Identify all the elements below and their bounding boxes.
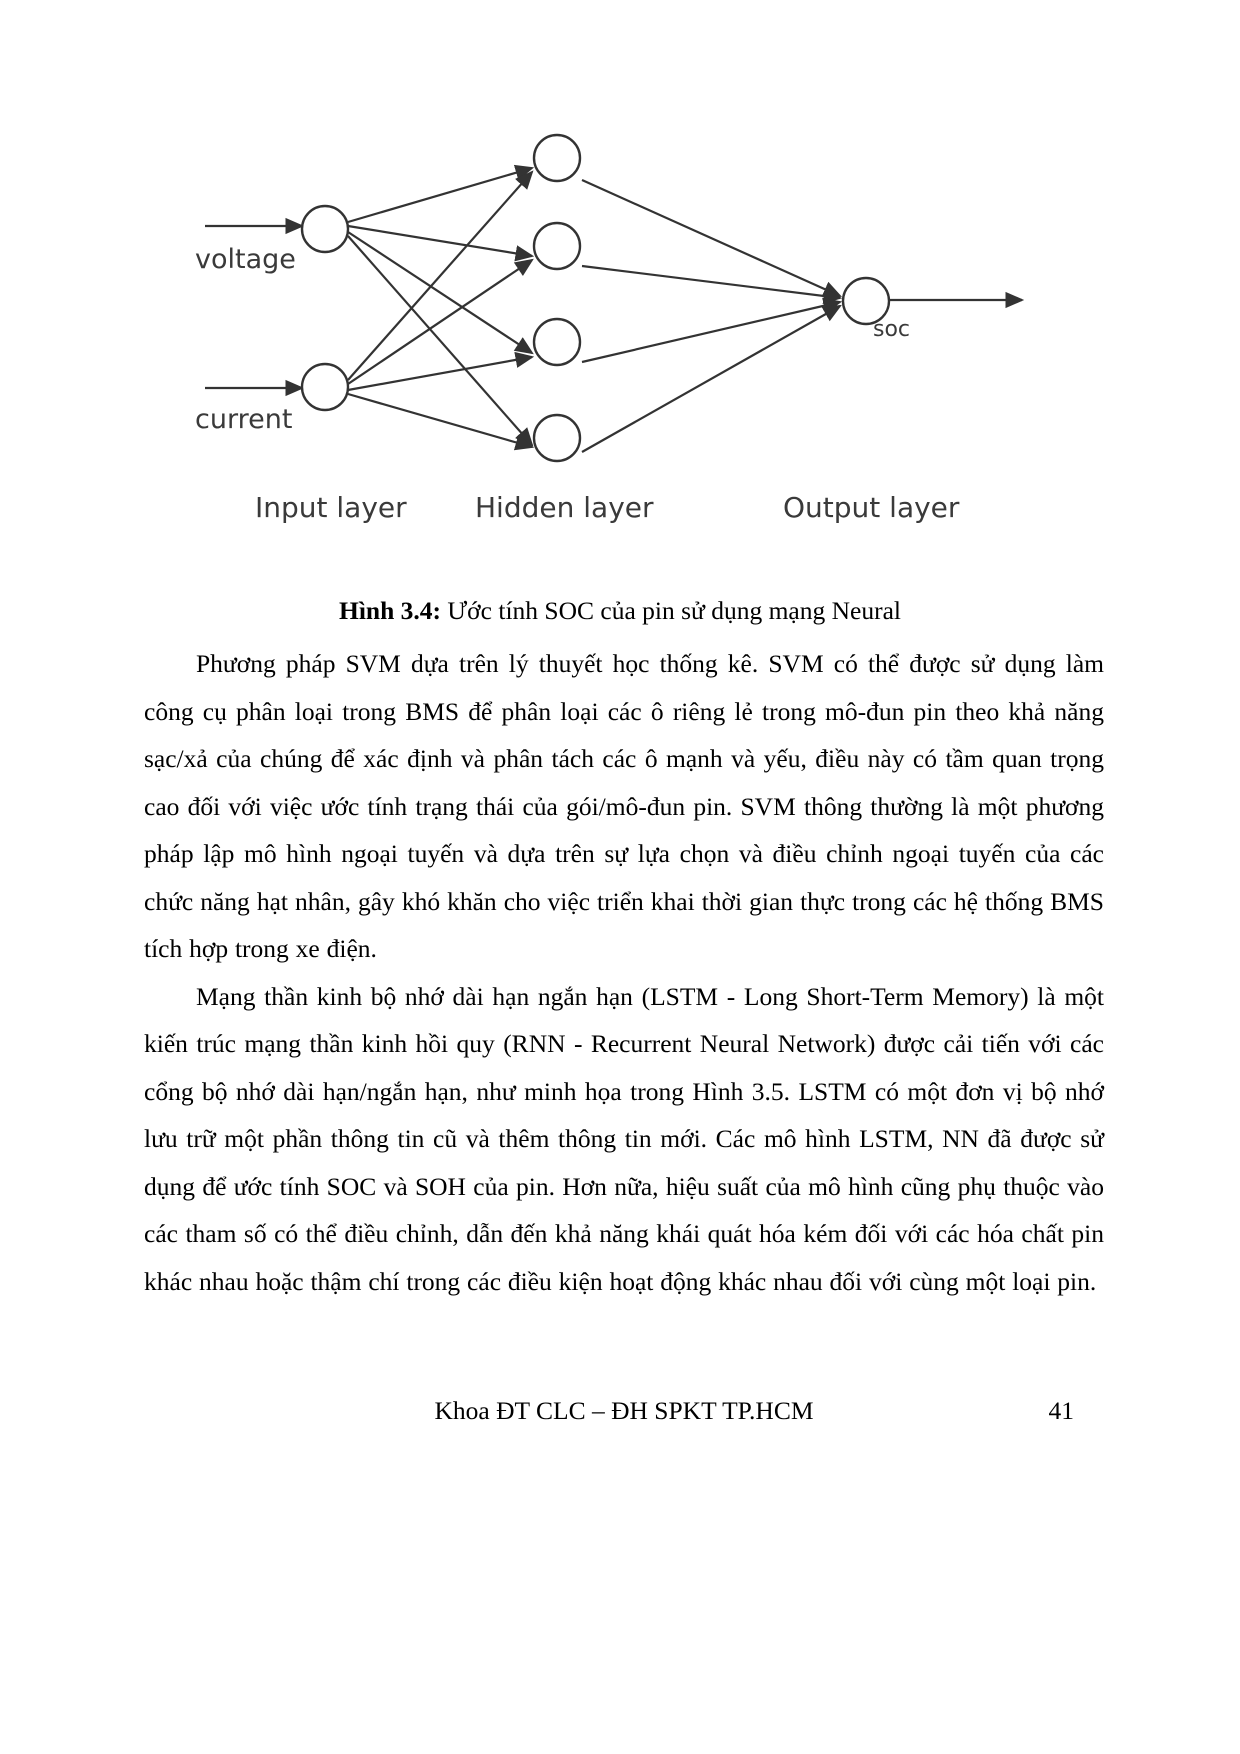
input-layer-label: Input layer <box>255 491 407 524</box>
voltage-label: voltage <box>195 244 296 275</box>
body-text <box>144 640 1104 1305</box>
figure-caption-label: Hình 3.4: <box>338 596 442 625</box>
node-input-2 <box>302 364 348 410</box>
edge-h1-o1 <box>582 180 840 296</box>
soc-label: soc <box>873 317 911 342</box>
page-footer <box>144 1396 1104 1436</box>
node-hidden-4 <box>534 415 580 461</box>
edge-i2-h1 <box>348 172 532 380</box>
current-label: current <box>195 404 293 435</box>
hidden-layer-label: Hidden layer <box>475 491 654 524</box>
paragraph-lstm: Mạng thần kinh bộ nhớ dài hạn ngắn hạn (LSTM - Long Short-Term Memory) là một kiến trúc mạng thần kinh hồi quy (RNN - Recurrent Neural Network) được cải tiến với các cổng bộ nhớ dài hạn/ngắn hạn, như minh họa trong Hình 3.5. LSTM có một đơn vị bộ nhớ lưu trữ một phần thông tin cũ và thêm thông tin mới. Các mô hình LSTM, NN đã được sử dụng để ước tính SOC và SOH của pin. Hơn nữa, hiệu suất của mô hình cũng phụ thuộc vào các tham số có thể điều chỉnh, dẫn đến khả năng khái quát hóa kém đối với các hóa chất pin khác nhau hoặc thậm chí trong các điều kiện hoạt động khác nhau đối với cùng một loại pin. <box>144 981 1104 1296</box>
edge-i1-h1 <box>348 168 532 222</box>
edge-i2-h2 <box>348 260 532 384</box>
node-hidden-2 <box>534 223 580 269</box>
paragraph-svm: Phương pháp SVM dựa trên lý thuyết học thống kê. SVM có thể được sử dụng làm công cụ phân loại trong BMS để phân loại các ô riêng lẻ trong mô-đun pin theo khả năng sạc/xả của chúng để xác định và phân tách các ô mạnh và yếu, điều này có tầm quan trọng cao đối với việc ước tính trạng thái của gói/mô-đun pin. SVM thông thường là một phương pháp lập mô hình ngoại tuyến và dựa trên sự lựa chọn và điều chỉnh ngoại tuyến của các chức năng hạt nhân, gây khó khăn cho việc triển khai thời gian thực trong các hệ thống BMS tích hợp trong xe điện. <box>144 649 1104 963</box>
edge-h3-o1 <box>582 302 840 362</box>
footer-institution: Khoa ĐT CLC – ĐH SPKT TP.HCM <box>434 1396 814 1425</box>
edge-i2-h3 <box>348 357 532 390</box>
edge-i1-h3 <box>348 232 532 353</box>
edge-h4-o1 <box>582 306 840 452</box>
node-hidden-3 <box>534 319 580 365</box>
figure-caption <box>120 596 1120 627</box>
node-input-1 <box>302 206 348 252</box>
output-layer-label: Output layer <box>783 491 960 524</box>
edge-i1-h4 <box>348 236 532 445</box>
edge-i2-h4 <box>348 394 532 447</box>
edge-h2-o1 <box>582 266 840 298</box>
figure-neural-network <box>150 110 1090 570</box>
edge-i1-h2 <box>348 226 532 256</box>
footer-page-number: 41 <box>1048 1396 1074 1425</box>
figure-caption-text: Ước tính SOC của pin sử dụng mạng Neural <box>441 596 901 625</box>
node-hidden-1 <box>534 135 580 181</box>
